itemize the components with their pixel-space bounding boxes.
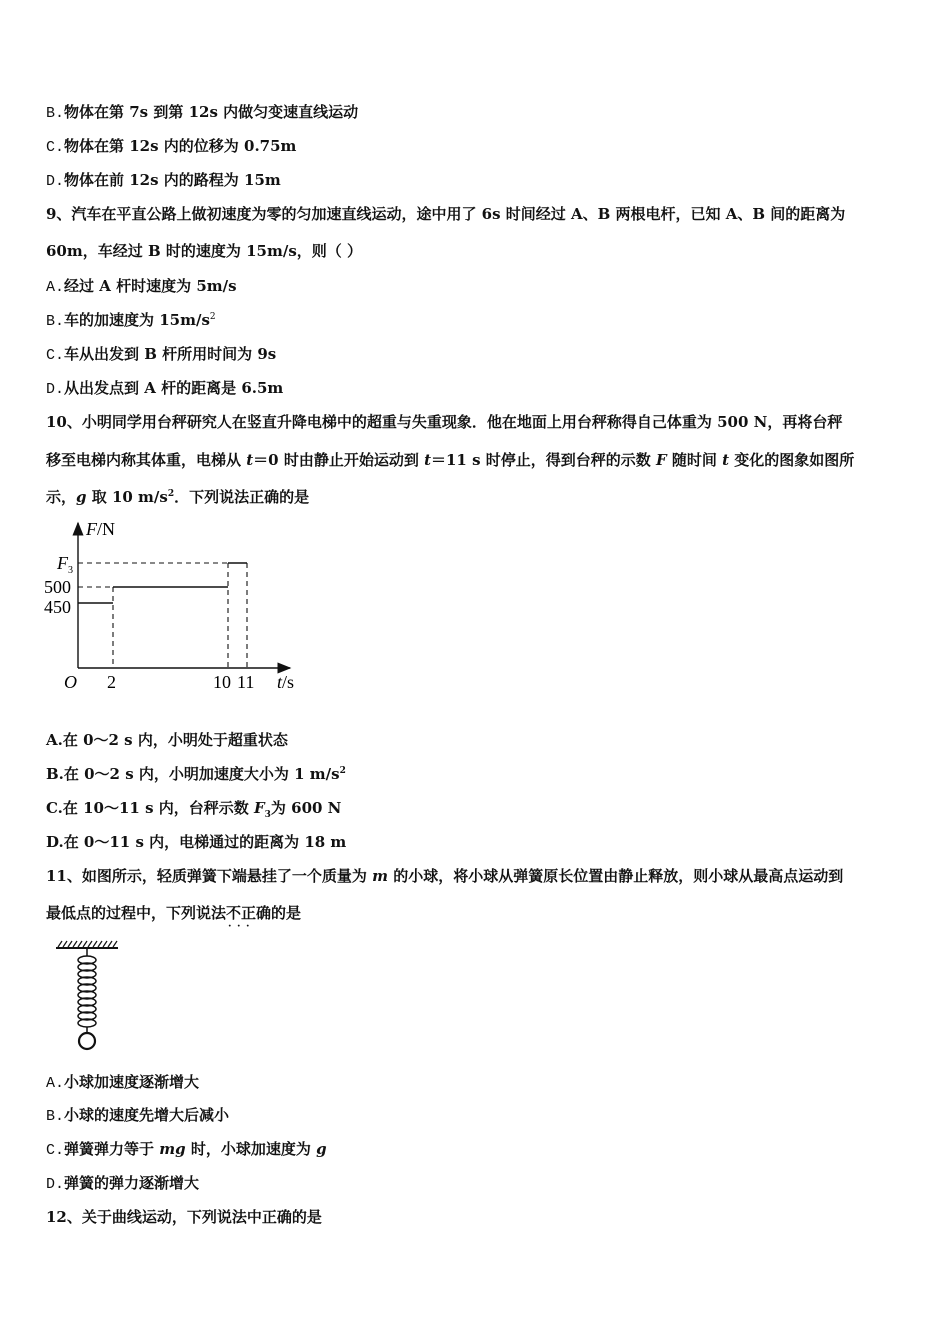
q8-option-c: C.物体在第 12s 内的位移为 0.75m <box>46 137 297 156</box>
x-axis-label: t/s <box>277 672 295 692</box>
q11-stem-line2: 最低点的过程中，下列说法不正确 · · ·的是 <box>46 902 916 924</box>
q10-stem-line3: 示，g 取 10 $m/s^2$．下列说法正确的是 <box>46 488 310 506</box>
q12-stem: 12、关于曲线运动，下列说法中正确的是 <box>46 1208 322 1226</box>
q10-option-b: B.在 0～2 s 内，小明加速度大小为 1 $m/s^2$ <box>46 765 346 783</box>
q9-stem-line1: 9、汽车在平直公路上做初速度为零的匀加速直线运动，途中用了 6s 时间经过 A、B 两根电杆，已知 A、B 间的距离为 <box>46 205 846 223</box>
origin-label: O <box>64 672 77 692</box>
q9-option-a: A.经过 A 杆时速度为 5m/s <box>46 277 237 296</box>
x-tick-2: 2 <box>107 672 116 692</box>
q10-option-d: D.在 0～11 s 内，电梯通过的距离为 18 m <box>46 833 347 851</box>
x-tick-10: 10 <box>213 672 231 692</box>
q9-option-c: C.车从出发到 B 杆所用时间为 9s <box>46 345 277 364</box>
q10-stem-line2: 移至电梯内称其体重，电梯从 t＝0 时由静止开始运动到 t＝11 s 时停止，得到台秤的示数 F 随时间 t 变化的图象如图所 <box>46 451 855 469</box>
q8-option-d: D.物体在前 12s 内的路程为 15m <box>46 171 281 190</box>
q11-stem-line1: 11、如图所示，轻质弹簧下端悬挂了一个质量为 m 的小球，将小球从弹簧原长位置由静止释放，则小球从最高点运动到 <box>46 867 844 885</box>
force-time-graph <box>40 515 310 700</box>
emphasis-dots: 不正确 · · · <box>226 904 271 922</box>
q11-option-a: A.小球加速度逐渐增大 <box>46 1073 200 1092</box>
y-tick-f3: $F_3$ <box>57 553 73 576</box>
q10-option-a: A.在 0～2 s 内，小明处于超重状态 <box>46 731 288 749</box>
q9-stem-line2: 60m，车经过 B 时的速度为 15m/s，则（ ） <box>46 242 362 260</box>
q10-option-c: C.在 10～11 s 内，台秤示数 $F_3$为 600 N <box>46 799 342 820</box>
spring-ball-illustration <box>52 938 124 1053</box>
q9-option-d: D.从出发点到 A 杆的距离是 6.5m <box>46 379 284 398</box>
q11-option-b: B.小球的速度先增大后减小 <box>46 1106 230 1125</box>
y-axis-label: F/N <box>86 519 115 539</box>
q11-option-c: C.弹簧弹力等于 mg 时，小球加速度为 g <box>46 1140 327 1159</box>
q8-option-b: B.物体在第 7s 到第 12s 内做匀变速直线运动 <box>46 103 359 122</box>
y-tick-500: 500 <box>44 577 71 597</box>
q10-stem-line1: 10、小明同学用台秤研究人在竖直升降电梯中的超重与失重现象．他在地面上用台秤称得自己体重为 500 N，再将台秤 <box>46 413 843 431</box>
y-tick-450: 450 <box>44 597 71 617</box>
x-tick-11: 11 <box>237 672 255 692</box>
ball <box>79 1033 95 1049</box>
q11-option-d: D.弹簧的弹力逐渐增大 <box>46 1174 200 1193</box>
q9-option-b: B.车的加速度为 $15m/s^2$ <box>46 311 216 330</box>
